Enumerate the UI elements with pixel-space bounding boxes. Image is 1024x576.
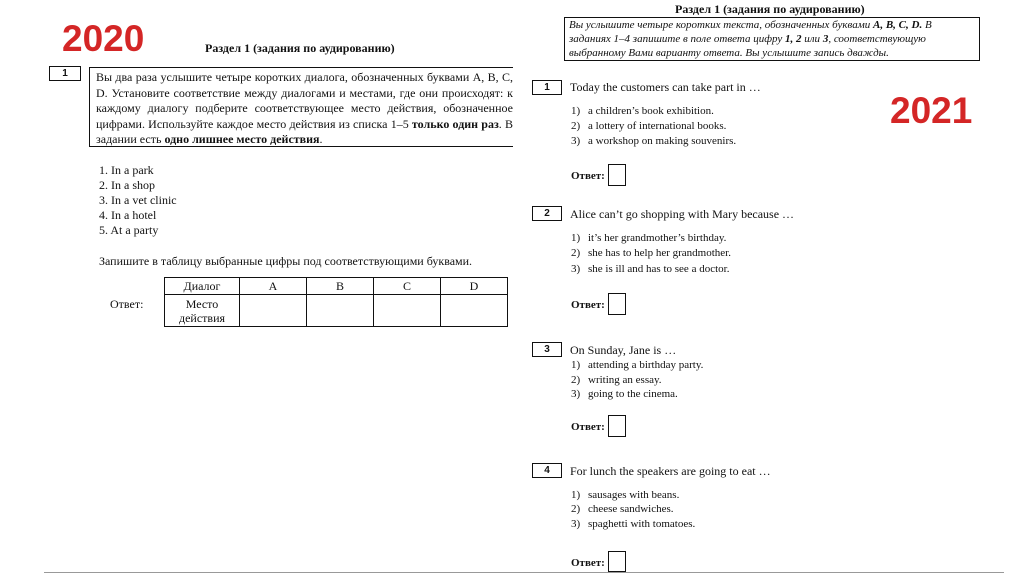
answer-label: Ответ:	[571, 557, 605, 569]
answer-option: 3) spaghetti with tomatoes.	[571, 518, 696, 530]
table-header-a: A	[240, 278, 307, 295]
answer-option: 1) it’s her grandmother’s birthday.	[571, 232, 727, 244]
year-2020-label: 2020	[62, 18, 145, 59]
answer-label-2020: Ответ:	[110, 297, 144, 311]
question-text: On Sunday, Jane is …	[570, 343, 677, 357]
answer-option: 2) she has to help her grandmother.	[571, 247, 731, 259]
answer-option: 2) writing an essay.	[571, 374, 662, 386]
write-note: Запишите в таблицу выбранные цифры под соответствующими буквами.	[99, 254, 473, 268]
instructions-2021: Вы услышите четыре коротких текста, обозначенных буквами A, B, C, D. В заданиях 1–4 запишите в поле ответа цифру 1, 2 или 3, соответствующую выбранному Вами варианту ответа. Вы услышите запись дважды.	[564, 17, 980, 61]
answer-box-2[interactable]	[608, 293, 626, 315]
answer-box-1[interactable]	[608, 164, 626, 186]
answer-option: 2) a lottery of international books.	[571, 120, 727, 132]
answer-label: Ответ:	[571, 299, 605, 311]
answer-table	[164, 277, 508, 327]
question-text: For lunch the speakers are going to eat …	[570, 464, 771, 478]
question-number-box: 1	[532, 80, 562, 95]
answer-box-4[interactable]	[608, 551, 626, 572]
answer-option: 1) sausages with beans.	[571, 489, 680, 501]
answer-cell-c[interactable]	[374, 295, 441, 327]
task-number-box: 1	[49, 66, 81, 81]
answer-option: 2) cheese sandwiches.	[571, 503, 674, 515]
section-title-2020: Раздел 1 (задания по аудированию)	[205, 41, 395, 55]
answer-option: 1) a children’s book exhibition.	[571, 105, 714, 117]
answer-option: 3) a workshop on making souvenirs.	[571, 135, 737, 147]
table-header-b: B	[307, 278, 374, 295]
question-text: Today the customers can take part in …	[570, 80, 761, 94]
answer-option: 3) going to the cinema.	[571, 388, 678, 400]
list-item: 2. In a shop	[99, 178, 155, 192]
question-number-box: 4	[532, 463, 562, 478]
table-row-label: Место действия	[165, 295, 240, 327]
question-number-box: 3	[532, 342, 562, 357]
answer-box-3[interactable]	[608, 415, 626, 437]
answer-label: Ответ:	[571, 421, 605, 433]
table-header-d: D	[441, 278, 508, 295]
places-list	[99, 163, 177, 238]
question-number-box: 2	[532, 206, 562, 221]
answer-label: Ответ:	[571, 170, 605, 182]
table-header-dialog: Диалог	[165, 278, 240, 295]
answer-option: 3) she is ill and has to see a doctor.	[571, 263, 730, 275]
section-title-2021: Раздел 1 (задания по аудированию)	[675, 2, 865, 16]
instructions-2020: Вы два раза услышите четыре коротких диалога, обозначенных буквами A, B, C, D. Установите соответствие между диалогами и местами, где они происходят: к каждому диалогу подберите соответствующее место действия, обозначенное цифрами. Используйте каждое место действия из списка 1–5 только один раз. В задании есть одно лишнее место действия.	[89, 67, 513, 147]
question-text: Alice can’t go shopping with Mary because …	[570, 207, 795, 221]
list-item: 4. In a hotel	[99, 208, 157, 222]
answer-cell-a[interactable]	[240, 295, 307, 327]
answer-option: 1) attending a birthday party.	[571, 359, 704, 371]
year-2021-label: 2021	[890, 90, 973, 131]
list-item: 1. In a park	[99, 163, 154, 177]
answer-cell-b[interactable]	[307, 295, 374, 327]
table-header-c: C	[374, 278, 441, 295]
list-item: 3. In a vet clinic	[99, 193, 177, 207]
answer-cell-d[interactable]	[441, 295, 508, 327]
list-item: 5. At a party	[99, 223, 159, 237]
bottom-divider	[44, 572, 1004, 573]
